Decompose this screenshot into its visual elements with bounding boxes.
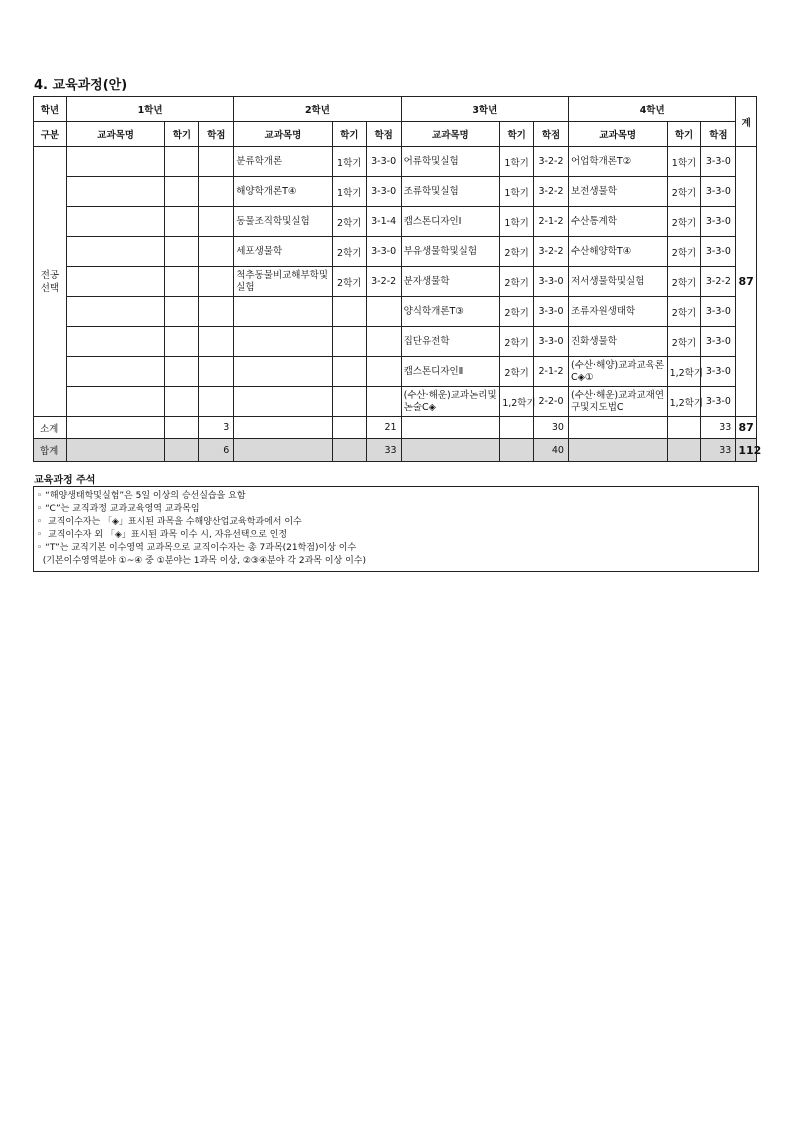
semester-cell (332, 387, 366, 417)
subject-name-cell (66, 297, 165, 327)
credit-cell (199, 327, 234, 357)
semester-cell: 2학기 (500, 297, 534, 327)
credit-cell (199, 207, 234, 237)
semester-cell: 1학기 (500, 207, 534, 237)
grand-total-year-1: 6 (199, 439, 234, 462)
category-cell: 전공 선택 (34, 147, 67, 417)
semester-cell (165, 327, 199, 357)
subject-name-cell: 양식학개론T③ (401, 297, 500, 327)
semester-cell (332, 327, 366, 357)
page-title: 4. 교육과정(안) (34, 78, 128, 93)
category-total-cell: 87 (736, 147, 757, 417)
subject-name-cell (234, 357, 333, 387)
note-line: ◦ “C”는 교직과정 교과교육영역 교과목임 (37, 504, 200, 514)
course-row (34, 267, 757, 297)
credit-cell (366, 387, 401, 417)
semester-column-header: 학기 (500, 122, 534, 147)
credit-cell (199, 267, 234, 297)
subtotal-label: 소계 (34, 417, 67, 439)
grand-total-year-2: 33 (366, 439, 401, 462)
credit-cell: 3-3-0 (701, 237, 736, 267)
notes-title: 교육과정 주석 (34, 475, 96, 486)
credit-cell: 3-3-0 (701, 357, 736, 387)
credit-cell (366, 327, 401, 357)
grand-total-year-3: 40 (534, 439, 569, 462)
curriculum-table (33, 96, 762, 462)
credit-cell: 2-1-2 (534, 207, 569, 237)
year-3-header: 3학년 (401, 97, 568, 122)
subject-name-cell: 수산통계학 (568, 207, 667, 237)
subject-name-cell: 조류학및실험 (401, 177, 500, 207)
subject-name-cell (66, 177, 165, 207)
semester-cell: 1학기 (332, 147, 366, 177)
subject-name-cell: 해양학개론T④ (234, 177, 333, 207)
semester-cell (165, 267, 199, 297)
course-row (34, 207, 757, 237)
year-4-header: 4학년 (568, 97, 735, 122)
credit-cell: 3-3-0 (366, 177, 401, 207)
year-column-header: 학년 (34, 97, 67, 122)
semester-cell: 2학기 (667, 297, 701, 327)
credit-cell: 3-3-0 (534, 297, 569, 327)
column-header-row (34, 122, 757, 147)
semester-cell (332, 297, 366, 327)
semester-cell: 2학기 (332, 207, 366, 237)
subject-name-cell: 어업학개론T② (568, 147, 667, 177)
subtotal-row (34, 417, 757, 439)
subtotal-year-3: 30 (534, 417, 569, 439)
credit-cell: 3-3-0 (701, 147, 736, 177)
subtotal-year-1: 3 (199, 417, 234, 439)
subtotal-year-2: 21 (366, 417, 401, 439)
semester-cell: 1학기 (500, 147, 534, 177)
credit-cell: 3-3-0 (701, 207, 736, 237)
subject-column-header: 교과목명 (66, 122, 165, 147)
credit-cell: 3-3-0 (366, 147, 401, 177)
semester-cell: 1학기 (500, 177, 534, 207)
subject-name-cell (66, 387, 165, 417)
course-row (34, 237, 757, 267)
grand-total-row (34, 439, 757, 462)
semester-cell: 2학기 (332, 237, 366, 267)
subject-name-cell (234, 387, 333, 417)
semester-cell: 1,2학기 (500, 387, 534, 417)
semester-cell: 2학기 (667, 237, 701, 267)
note-line: ◦ 교직이수자 외 「◈」표시된 과목 이수 시, 자유선택으로 인정 (37, 530, 288, 540)
subject-name-cell: 어류학및실험 (401, 147, 500, 177)
note-line: ◦ “해양생태학및실험”은 5일 이상의 승선실습을 요함 (37, 491, 246, 501)
note-line: ◦ “T”는 교직기본 이수영역 교과목으로 교직이수자는 총 7과목(21학점)이상 이수 (37, 543, 357, 553)
semester-cell: 1,2학기 (667, 357, 701, 387)
semester-cell (332, 357, 366, 387)
course-row (34, 147, 757, 177)
grand-total-label: 합계 (34, 439, 67, 462)
note-line: ◦ 교직이수자는 「◈」표시된 과목을 수해양산업교육학과에서 이수 (37, 517, 302, 527)
subject-name-cell (66, 267, 165, 297)
subject-column-header: 교과목명 (401, 122, 500, 147)
subject-name-cell (234, 327, 333, 357)
semester-cell: 2학기 (667, 207, 701, 237)
credit-cell: 3-3-0 (701, 327, 736, 357)
credit-cell (199, 177, 234, 207)
subject-name-cell (66, 357, 165, 387)
note-line: (기본이수영역분야 ①~④ 중 ①분야는 1과목 이상, ②③④분야 각 2과목 이상 이수) (37, 556, 366, 566)
semester-column-header: 학기 (332, 122, 366, 147)
semester-column-header: 학기 (165, 122, 199, 147)
subject-name-cell: (수산·해운)교과논리및논술C◈ (401, 387, 500, 417)
total-column-header: 계 (736, 97, 757, 147)
credit-column-header: 학점 (199, 122, 234, 147)
credit-cell: 3-2-2 (534, 147, 569, 177)
course-row (34, 387, 757, 417)
semester-cell (165, 357, 199, 387)
semester-cell: 2학기 (500, 327, 534, 357)
subject-name-cell: 세포생물학 (234, 237, 333, 267)
credit-cell: 3-3-0 (366, 237, 401, 267)
semester-cell: 2학기 (667, 327, 701, 357)
subject-name-cell (234, 297, 333, 327)
subject-name-cell (66, 147, 165, 177)
credit-cell: 3-2-2 (534, 177, 569, 207)
semester-cell (165, 237, 199, 267)
year-1-header: 1학년 (66, 97, 233, 122)
credit-cell (366, 357, 401, 387)
semester-cell: 1학기 (667, 147, 701, 177)
subject-name-cell: 캡스톤디자인Ⅱ (401, 357, 500, 387)
semester-cell: 1학기 (332, 177, 366, 207)
subject-name-cell (66, 327, 165, 357)
credit-column-header: 학점 (534, 122, 569, 147)
subject-name-cell: 캡스톤디자인Ⅰ (401, 207, 500, 237)
credit-cell: 3-2-2 (701, 267, 736, 297)
subject-name-cell: 저서생물학및실험 (568, 267, 667, 297)
subject-name-cell: 진화생물학 (568, 327, 667, 357)
semester-cell: 2학기 (500, 237, 534, 267)
subject-name-cell: 부유생물학및실험 (401, 237, 500, 267)
credit-cell: 3-3-0 (701, 177, 736, 207)
credit-cell: 3-1-4 (366, 207, 401, 237)
subject-column-header: 교과목명 (568, 122, 667, 147)
course-row (34, 327, 757, 357)
semester-cell: 2학기 (500, 267, 534, 297)
semester-cell: 1,2학기 (667, 387, 701, 417)
subject-name-cell: 조류자원생태학 (568, 297, 667, 327)
course-row (34, 357, 757, 387)
semester-cell: 2학기 (500, 357, 534, 387)
semester-cell (165, 387, 199, 417)
subject-name-cell: 집단유전학 (401, 327, 500, 357)
semester-cell: 2학기 (332, 267, 366, 297)
subject-column-header: 교과목명 (234, 122, 333, 147)
credit-cell (199, 237, 234, 267)
subject-name-cell: 분류학개론 (234, 147, 333, 177)
subtotal-total: 87 (736, 417, 757, 439)
credit-column-header: 학점 (701, 122, 736, 147)
credit-cell: 3-3-0 (701, 387, 736, 417)
category-column-header: 구분 (34, 122, 67, 147)
notes-box (33, 486, 759, 572)
subject-name-cell (66, 237, 165, 267)
year-header-row (34, 97, 757, 122)
credit-cell: 2-2-0 (534, 387, 569, 417)
credit-cell (199, 297, 234, 327)
credit-cell: 2-1-2 (534, 357, 569, 387)
semester-cell (165, 297, 199, 327)
credit-cell: 3-2-2 (534, 237, 569, 267)
credit-cell (199, 387, 234, 417)
credit-cell: 3-3-0 (701, 297, 736, 327)
course-row (34, 297, 757, 327)
year-2-header: 2학년 (234, 97, 401, 122)
grand-total-year-4: 33 (701, 439, 736, 462)
credit-cell (199, 147, 234, 177)
subject-name-cell: 척추동물비교해부학및실험 (234, 267, 333, 297)
subject-name-cell: (수산·해운)교과교재연구및지도법C (568, 387, 667, 417)
subject-name-cell: 수산해양학T④ (568, 237, 667, 267)
credit-cell: 3-3-0 (534, 267, 569, 297)
semester-cell: 2학기 (667, 177, 701, 207)
subject-name-cell: 동물조직학및실험 (234, 207, 333, 237)
credit-column-header: 학점 (366, 122, 401, 147)
semester-cell: 2학기 (667, 267, 701, 297)
grand-total-total: 112 (736, 439, 757, 462)
subject-name-cell: 분자생물학 (401, 267, 500, 297)
subject-name-cell: 보전생물학 (568, 177, 667, 207)
semester-cell (165, 207, 199, 237)
semester-cell (165, 147, 199, 177)
course-row (34, 177, 757, 207)
semester-column-header: 학기 (667, 122, 701, 147)
semester-cell (165, 177, 199, 207)
subtotal-year-4: 33 (701, 417, 736, 439)
subject-name-cell (66, 207, 165, 237)
credit-cell: 3-3-0 (534, 327, 569, 357)
credit-cell (366, 297, 401, 327)
credit-cell: 3-2-2 (366, 267, 401, 297)
credit-cell (199, 357, 234, 387)
subject-name-cell: (수산·해양)교과교육론C◈① (568, 357, 667, 387)
